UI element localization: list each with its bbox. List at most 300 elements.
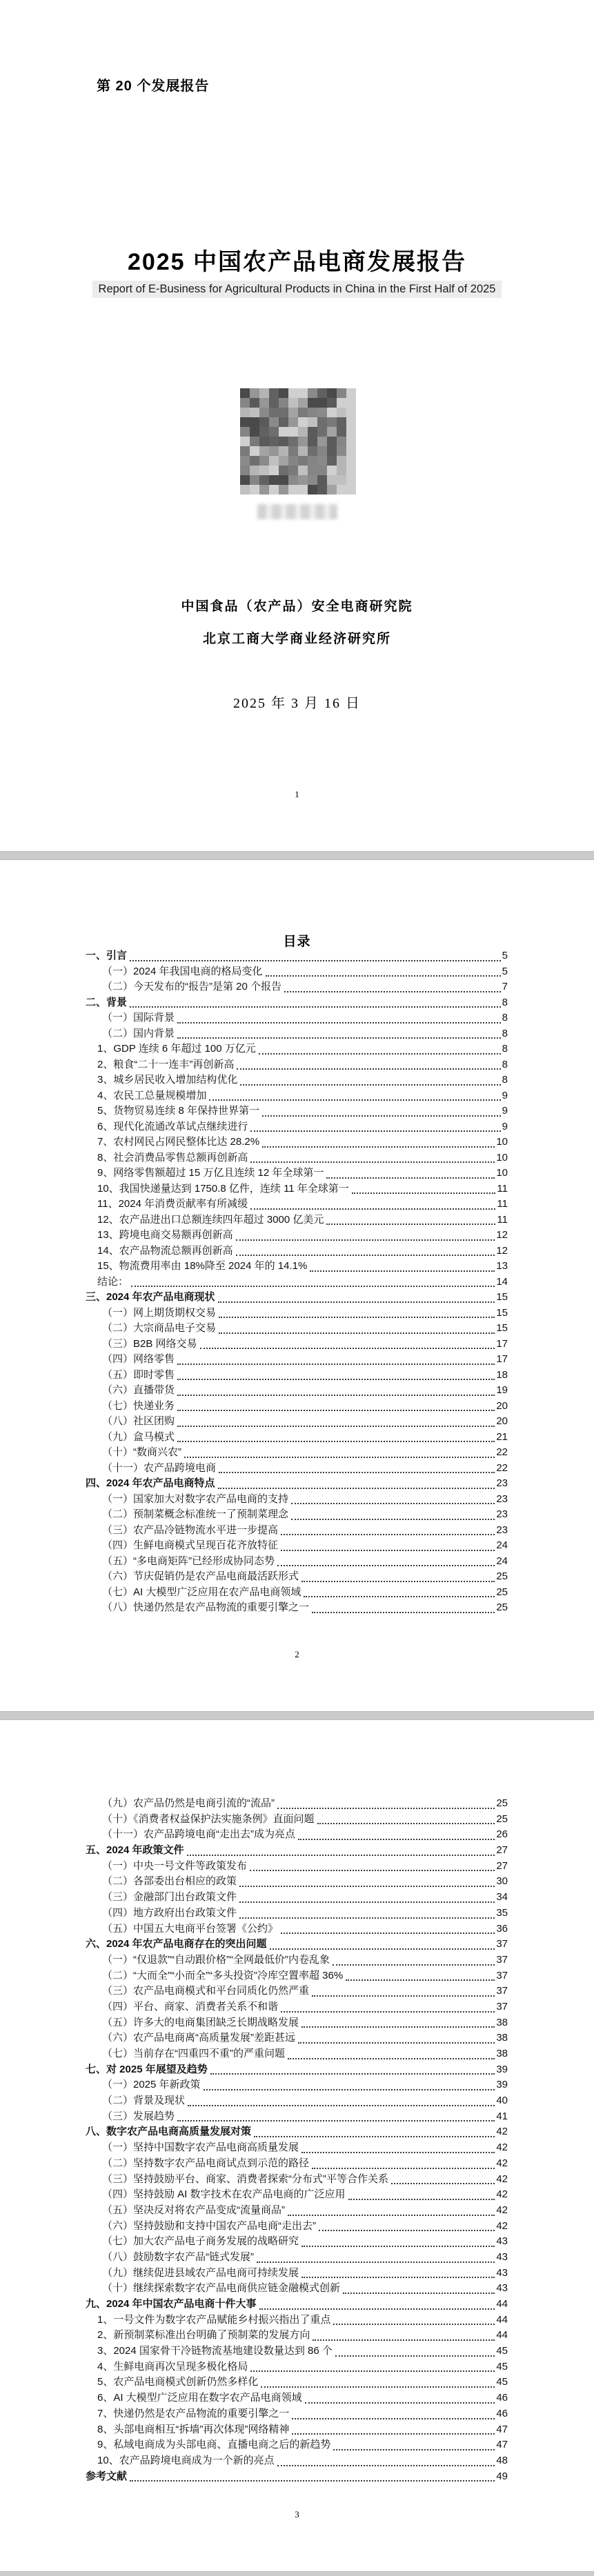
logo-mosaic-cell xyxy=(259,427,269,437)
cover-page xyxy=(0,0,594,851)
logo-mosaic-cell xyxy=(327,456,337,466)
toc-list-part1 xyxy=(86,948,508,1616)
dot-leader xyxy=(301,2151,495,2153)
dot-leader xyxy=(301,2245,495,2247)
toc-entry-label: 7、快递仍然是农产品物流的重要引擎之一 xyxy=(97,2407,290,2419)
report-ordinal-label: 第 20 个发展报告 xyxy=(97,79,210,94)
logo-mosaic-cell xyxy=(308,475,317,485)
toc-entry-label: （一）2025 年新政策 xyxy=(102,2079,201,2091)
logo-mosaic-cell xyxy=(250,417,259,427)
logo-mosaic-cell xyxy=(327,437,337,446)
toc-entry-label: （八）快递仍然是农产品物流的重要引擎之一 xyxy=(102,1601,310,1613)
toc-entry xyxy=(86,1492,508,1508)
dot-leader xyxy=(301,2276,495,2278)
toc-entry-label: 六、2024 年农产品电商存在的突出问题 xyxy=(86,1938,267,1950)
toc-entry-label: （一）“仅退款”“自动跟价格”“全网最低价”内卷乱象 xyxy=(102,1953,330,1966)
toc-entry xyxy=(86,2077,508,2093)
logo-mosaic-cell xyxy=(288,427,298,437)
toc-entry-label: 10、农产品跨境电商成为一个新的亮点 xyxy=(97,2454,275,2466)
logo-mosaic-cell xyxy=(346,456,356,466)
toc-entry-page-number: 35 xyxy=(496,1906,508,1919)
report-title: 2025 中国农产品电商发展报告 xyxy=(127,249,467,275)
logo-mosaic-cell xyxy=(298,437,308,446)
dot-leader xyxy=(312,2167,495,2169)
toc-entry-page-number: 25 xyxy=(496,1570,508,1582)
toc-entry-label: （二）“大而全”“小而全”“多头投资”冷库空置率超 36% xyxy=(102,1969,344,1981)
toc-entry xyxy=(86,1890,508,1906)
toc-entry-page-number: 30 xyxy=(496,1875,508,1888)
logo-mosaic-cell xyxy=(346,398,356,408)
dot-leader xyxy=(177,1021,501,1024)
organization-name-1: 中国食品（农产品）安全电商研究院 xyxy=(181,599,413,614)
logo-mosaic-cell xyxy=(269,437,279,446)
toc-entry-page-number: 11 xyxy=(497,1213,508,1226)
logo-mosaic-cell xyxy=(250,437,259,446)
dot-leader xyxy=(218,1487,495,1489)
logo-mosaic-cell xyxy=(298,466,308,475)
logo-mosaic-cell xyxy=(308,388,317,398)
toc-entry-label: 7、农村网民占网民整体比达 28.2% xyxy=(97,1136,260,1148)
logo-mosaic-cell xyxy=(269,475,279,485)
toc-entry-page-number: 42 xyxy=(496,2173,508,2185)
dot-leader xyxy=(188,2104,495,2106)
dot-leader xyxy=(301,1580,495,1582)
dot-leader xyxy=(298,2041,495,2044)
toc-entry-page-number: 23 xyxy=(496,1477,508,1489)
dot-leader xyxy=(301,2026,495,2028)
toc-entry-page-number: 19 xyxy=(496,1384,508,1396)
toc-entry-label: （十一）农产品跨境电商“走出去”成为亮点 xyxy=(102,1828,295,1841)
dot-leader xyxy=(177,1037,501,1039)
toc-entry-page-number: 13 xyxy=(496,1260,508,1272)
toc-entry xyxy=(86,2453,508,2469)
toc-entry-label: （六）农产品电商离“高质量发展”差距甚远 xyxy=(102,2032,295,2044)
toc-entry xyxy=(86,2219,508,2235)
toc-entry xyxy=(86,995,508,1011)
toc-entry-label: （七）加大农产品电子商务发展的战略研究 xyxy=(102,2235,299,2248)
logo-mosaic-cell xyxy=(288,485,298,495)
toc-entry-label: （九）继续促进县域农产品电商可持续发展 xyxy=(102,2266,299,2279)
toc-entry-label: （七）快递业务 xyxy=(102,1399,175,1412)
organization-name-2: 北京工商大学商业经济研究所 xyxy=(202,632,391,646)
logo-mosaic-cell xyxy=(279,446,288,456)
toc-entry-page-number: 42 xyxy=(496,2219,508,2232)
logo-mosaic-cell xyxy=(250,466,259,475)
toc-entry-page-number: 27 xyxy=(496,1844,508,1857)
toc-entry-page-number: 18 xyxy=(496,1368,508,1381)
toc-entry-page-number: 43 xyxy=(496,2282,508,2295)
dot-leader xyxy=(288,2057,495,2059)
toc-entry-page-number: 39 xyxy=(496,2079,508,2091)
dot-leader xyxy=(326,1223,495,1225)
dot-leader xyxy=(250,1161,495,1163)
logo-mosaic-cell xyxy=(298,417,308,427)
logo-mosaic-cell xyxy=(327,388,337,398)
toc-entry xyxy=(86,1197,508,1212)
dot-leader xyxy=(187,1854,495,1856)
toc-entry-label: 10、我国快递量达到 1750.8 亿件，连续 11 年全球第一 xyxy=(97,1182,349,1195)
logo-mosaic-cell xyxy=(327,398,337,408)
toc-entry-label: 九、2024 年中国农产品电商十件大事 xyxy=(86,2298,257,2310)
toc-entry-page-number: 49 xyxy=(496,2470,508,2482)
logo-mosaic-cell xyxy=(337,466,346,475)
toc-entry xyxy=(86,2156,508,2172)
dot-leader xyxy=(209,1099,500,1101)
toc-entry-page-number: 7 xyxy=(502,981,508,992)
logo-mosaic-cell xyxy=(337,427,346,437)
dot-leader xyxy=(281,1932,495,1934)
dot-leader xyxy=(254,2135,495,2137)
toc-entry xyxy=(86,1150,508,1166)
toc-entry-page-number: 8 xyxy=(502,1027,508,1039)
toc-entry-page-number: 8 xyxy=(502,996,508,1008)
logo-mosaic-cell xyxy=(259,408,269,417)
toc-entry xyxy=(86,2015,508,2031)
toc-entry xyxy=(86,1321,508,1337)
logo-mosaic-cell xyxy=(269,398,279,408)
toc-page-1 xyxy=(0,860,594,1711)
toc-entry xyxy=(86,1368,508,1384)
logo-mosaic-cell xyxy=(288,417,298,427)
toc-entry xyxy=(86,2093,508,2109)
logo-mosaic-cell xyxy=(288,466,298,475)
dot-leader xyxy=(304,1595,495,1597)
toc-entry-page-number: 48 xyxy=(496,2454,508,2466)
toc-entry xyxy=(86,2030,508,2046)
dot-leader xyxy=(277,1807,495,1809)
logo-mosaic-cell xyxy=(279,475,288,485)
logo-mosaic-cell xyxy=(317,417,327,427)
logo-mosaic-cell xyxy=(240,485,250,495)
toc-entry-label: （二）预制菜概念标准统一了预制菜理念 xyxy=(102,1508,289,1520)
logo-mosaic-cell xyxy=(240,446,250,456)
toc-entry xyxy=(86,1968,508,1984)
toc-entry-label: （八）鼓励数字农产品“链式发展” xyxy=(102,2250,254,2263)
toc-entry-label: 3、2024 国家骨干冷链物流基地建设数量达到 86 个 xyxy=(97,2345,333,2357)
logo-mosaic-cell xyxy=(279,408,288,417)
dot-leader xyxy=(237,1068,500,1070)
toc-entry xyxy=(86,1476,508,1492)
toc-list-part2 xyxy=(86,1796,508,2484)
toc-entry-label: （三）发展趋势 xyxy=(102,2110,175,2122)
dot-leader xyxy=(177,1409,495,1411)
logo-mosaic-cell xyxy=(317,475,327,485)
toc-entry-page-number: 15 xyxy=(496,1306,508,1319)
logo-mosaic-cell xyxy=(259,466,269,475)
toc-entry-page-number: 20 xyxy=(496,1415,508,1427)
toc-entry xyxy=(86,1585,508,1601)
dot-leader xyxy=(130,959,501,961)
toc-entry-label: 2、粮食“二十一连丰”再创新高 xyxy=(97,1058,235,1070)
dot-leader xyxy=(218,1301,495,1303)
toc-entry xyxy=(86,1569,508,1585)
toc-entry xyxy=(86,1827,508,1843)
report-subtitle-english: Report of E-Business for Agricultural Products in China in the First Half of 2025 xyxy=(92,281,502,298)
toc-entry xyxy=(86,2375,508,2390)
logo-mosaic-cell xyxy=(259,446,269,456)
dot-leader xyxy=(130,1006,501,1008)
toc-entry-label: 四、2024 年农产品电商特点 xyxy=(86,1477,215,1489)
toc-entry xyxy=(86,1104,508,1119)
toc-entry-page-number: 25 xyxy=(496,1601,508,1613)
toc-entry xyxy=(86,2234,508,2250)
toc-entry xyxy=(86,1538,508,1554)
logo-mosaic-cell xyxy=(269,485,279,495)
toc-entry-label: （七）当前存在“四重四不重”的严重问题 xyxy=(102,2048,285,2059)
toc-entry-label: （五）即时零售 xyxy=(102,1368,175,1381)
toc-entry xyxy=(86,2062,508,2078)
toc-entry-page-number: 37 xyxy=(496,2000,508,2013)
logo-mosaic-cell xyxy=(346,427,356,437)
toc-entry xyxy=(86,1212,508,1228)
report-subtitle-wrap xyxy=(0,281,594,298)
logo-mosaic-cell xyxy=(269,417,279,427)
toc-entry xyxy=(86,948,508,964)
toc-entry-page-number: 5 xyxy=(502,950,508,961)
logo-mosaic-cell xyxy=(337,398,346,408)
toc-entry-page-number: 37 xyxy=(496,1969,508,1981)
toc-entry xyxy=(86,1041,508,1057)
logo-mosaic-cell xyxy=(259,475,269,485)
toc-entry-label: （三）金融部门出台政策文件 xyxy=(102,1891,237,1904)
logo-mosaic-cell xyxy=(337,417,346,427)
toc-entry-page-number: 8 xyxy=(502,1012,508,1024)
page-number-1: 1 xyxy=(295,789,299,799)
toc-entry-page-number: 44 xyxy=(496,2298,508,2310)
toc-entry xyxy=(86,2109,508,2125)
toc-entry xyxy=(86,1244,508,1259)
toc-entry-page-number: 15 xyxy=(496,1291,508,1303)
toc-entry-page-number: 45 xyxy=(496,2376,508,2388)
toc-entry xyxy=(86,1290,508,1306)
logo-mosaic-cell xyxy=(250,388,259,398)
dot-leader xyxy=(250,2370,495,2372)
logo-mosaic-cell xyxy=(279,417,288,427)
toc-entry xyxy=(86,1166,508,1181)
toc-entry xyxy=(86,2187,508,2203)
logo-mosaic-cell xyxy=(308,398,317,408)
dot-leader xyxy=(210,2073,495,2075)
toc-entry-label: （四）生鲜电商模式呈现百花齐放特征 xyxy=(102,1539,279,1551)
dot-leader xyxy=(333,1964,495,1966)
toc-entry xyxy=(86,1953,508,1968)
dot-leader xyxy=(204,2088,495,2090)
logo-mosaic-cell xyxy=(288,437,298,446)
logo-mosaic-cell xyxy=(288,456,298,466)
logo-mosaic-cell xyxy=(346,475,356,485)
logo-mosaic-cell xyxy=(269,446,279,456)
logo-mosaic-cell xyxy=(269,408,279,417)
dot-leader xyxy=(292,2417,495,2419)
dot-leader xyxy=(335,2355,495,2357)
toc-entry xyxy=(86,1352,508,1368)
toc-entry xyxy=(86,1414,508,1430)
logo-mosaic-cell xyxy=(240,408,250,417)
logo-mosaic-cell xyxy=(327,466,337,475)
dot-leader xyxy=(281,1533,495,1535)
dot-leader xyxy=(333,2323,495,2325)
logo-mosaic-cell xyxy=(240,466,250,475)
toc-entry xyxy=(86,1088,508,1104)
logo-mosaic-cell xyxy=(337,485,346,495)
toc-entry xyxy=(86,1399,508,1415)
dot-leader xyxy=(239,1885,495,1887)
toc-entry-label: 1、GDP 连续 6 年超过 100 万亿元 xyxy=(97,1043,256,1055)
toc-page-2 xyxy=(0,1720,594,2571)
logo-mosaic-cell xyxy=(250,398,259,408)
toc-entry xyxy=(86,2359,508,2375)
dot-leader xyxy=(259,1052,501,1055)
toc-entry-label: 12、农产品进出口总额连续四年超过 3000 亿美元 xyxy=(97,1213,324,1226)
logo-mosaic-cell xyxy=(317,388,327,398)
toc-entry-page-number: 17 xyxy=(496,1353,508,1365)
logo-mosaic-cell xyxy=(288,398,298,408)
toc-entry-label: （六）直播带货 xyxy=(102,1384,175,1396)
logo-mosaic-cell xyxy=(279,437,288,446)
toc-entry-page-number: 23 xyxy=(496,1492,508,1505)
logo-mosaic-cell xyxy=(327,427,337,437)
dot-leader xyxy=(131,1285,495,1287)
toc-entry xyxy=(86,1337,508,1352)
toc-entry-page-number: 22 xyxy=(496,1446,508,1458)
dot-leader xyxy=(312,1995,495,1997)
toc-entry-page-number: 9 xyxy=(502,1120,508,1132)
toc-entry-page-number: 17 xyxy=(496,1337,508,1350)
dot-leader xyxy=(317,1822,495,1824)
toc-entry-label: 6、现代化流通改革试点继续进行 xyxy=(97,1120,248,1132)
toc-entry xyxy=(86,1507,508,1523)
logo-mosaic-cell xyxy=(327,446,337,456)
toc-entry-label: （十一）农产品跨境电商 xyxy=(102,1461,217,1474)
toc-entry-label: （二）国内背景 xyxy=(102,1027,175,1039)
logo-mosaic-cell xyxy=(250,446,259,456)
toc-entry xyxy=(86,1874,508,1890)
dot-leader xyxy=(177,1378,495,1380)
toc-entry-label: （五）许多大的电商集团缺乏长期战略发展 xyxy=(102,2016,299,2028)
logo-mosaic-cell xyxy=(288,475,298,485)
toc-entry-page-number: 44 xyxy=(496,2313,508,2326)
toc-entry-page-number: 45 xyxy=(496,2345,508,2357)
logo-mosaic-cell xyxy=(250,485,259,495)
page-number-2: 2 xyxy=(295,1649,299,1659)
logo-mosaic-cell xyxy=(346,446,356,456)
toc-entry-page-number: 45 xyxy=(496,2360,508,2373)
logo-mosaic-cell xyxy=(327,485,337,495)
logo-mosaic-cell xyxy=(279,427,288,437)
logo-mosaic-cell xyxy=(308,446,317,456)
toc-entry xyxy=(86,1445,508,1461)
toc-entry-page-number: 38 xyxy=(496,2048,508,2059)
toc-entry-page-number: 38 xyxy=(496,2032,508,2044)
logo-mosaic-cell xyxy=(337,437,346,446)
toc-entry-label: 1、一号文件为数字农产品赋能乡村振兴指出了重点 xyxy=(97,2313,331,2326)
dot-leader xyxy=(284,990,501,992)
logo-mosaic-cell xyxy=(308,408,317,417)
logo-mosaic-cell xyxy=(279,398,288,408)
dot-leader xyxy=(236,1254,495,1256)
toc-entry-label: （七）AI 大模型广泛应用在农产品电商领域 xyxy=(102,1586,301,1598)
dot-leader xyxy=(292,2433,495,2435)
toc-entry-label: （一）网上期货期权交易 xyxy=(102,1306,217,1319)
toc-entry-label: 9、私域电商成为头部电商、直播电商之后的新趋势 xyxy=(97,2439,331,2451)
toc-entry xyxy=(86,2297,508,2313)
toc-entry-page-number: 23 xyxy=(496,1524,508,1536)
logo-mosaic-cell xyxy=(298,475,308,485)
logo-mosaic-cell xyxy=(240,475,250,485)
toc-entry-page-number: 8 xyxy=(502,1058,508,1070)
toc-entry-page-number: 42 xyxy=(496,2188,508,2201)
logo-mosaic-cell xyxy=(327,408,337,417)
toc-entry-label: 二、背景 xyxy=(86,996,128,1008)
toc-entry-page-number: 8 xyxy=(502,1074,508,1086)
logo-mosaic-cell xyxy=(317,446,327,456)
logo-mosaic-cell xyxy=(337,446,346,456)
toc-entry-page-number: 43 xyxy=(496,2266,508,2279)
toc-entry-page-number: 9 xyxy=(502,1089,508,1101)
toc-entry xyxy=(86,1461,508,1477)
toc-entry-page-number: 12 xyxy=(496,1229,508,1241)
toc-entry-page-number: 21 xyxy=(496,1430,508,1443)
logo-mosaic-cell xyxy=(250,408,259,417)
toc-entry-page-number: 42 xyxy=(496,2141,508,2154)
toc-entry xyxy=(86,1937,508,1953)
toc-entry xyxy=(86,2046,508,2062)
logo-mosaic-cell xyxy=(337,475,346,485)
dot-leader xyxy=(177,1363,495,1365)
logo-mosaic-cell xyxy=(346,417,356,427)
toc-entry-label: 4、生鲜电商再次呈现多极化格局 xyxy=(97,2360,248,2373)
toc-entry-label: 15、物流费用率由 18%降至 2024 年的 14.1% xyxy=(97,1260,308,1272)
logo-mosaic-cell xyxy=(269,427,279,437)
toc-entry xyxy=(86,979,508,995)
dot-leader xyxy=(298,1838,495,1840)
toc-entry-page-number: 5 xyxy=(502,965,508,977)
toc-entry-page-number: 37 xyxy=(496,1938,508,1950)
logo-mosaic-cell xyxy=(317,398,327,408)
logo-mosaic-cell xyxy=(259,388,269,398)
dot-leader xyxy=(257,2261,495,2263)
institute-logo-pixelated xyxy=(240,388,356,495)
toc-entry-label: 三、2024 年农产品电商现状 xyxy=(86,1291,215,1303)
toc-entry-page-number: 25 xyxy=(496,1586,508,1598)
publication-date: 2025 年 3 月 16 日 xyxy=(233,696,361,711)
logo-mosaic-cell xyxy=(250,427,259,437)
logo-mosaic-cell xyxy=(317,485,327,495)
logo-mosaic-cell xyxy=(308,456,317,466)
toc-entry-page-number: 9 xyxy=(502,1105,508,1117)
toc-entry-label: （三）B2B 网络交易 xyxy=(102,1337,197,1350)
logo-mosaic-cell xyxy=(279,466,288,475)
logo-mosaic-cell xyxy=(346,388,356,398)
toc-entry-label: 13、跨境电商交易额再创新高 xyxy=(97,1229,233,1241)
toc-entry-page-number: 40 xyxy=(496,2095,508,2107)
toc-entry xyxy=(86,1135,508,1150)
dot-leader xyxy=(346,1979,495,1981)
toc-entry-label: 4、农民工总量规模增加 xyxy=(97,1089,207,1101)
logo-mosaic-cell xyxy=(317,427,327,437)
dot-leader xyxy=(250,1869,495,1871)
toc-entry-page-number: 15 xyxy=(496,1322,508,1334)
toc-entry xyxy=(86,2140,508,2156)
logo-mosaic-cell xyxy=(298,398,308,408)
logo-mosaic-cell xyxy=(346,466,356,475)
toc-entry-page-number: 10 xyxy=(496,1151,508,1164)
logo-mosaic-cell xyxy=(298,427,308,437)
toc-entry xyxy=(86,1228,508,1244)
toc-entry-label: （四）平台、商家、消费者关系不和谐 xyxy=(102,2000,279,2013)
toc-entry-label: 七、对 2025 年展望及趋势 xyxy=(86,2063,208,2075)
toc-entry-page-number: 23 xyxy=(496,1508,508,1520)
